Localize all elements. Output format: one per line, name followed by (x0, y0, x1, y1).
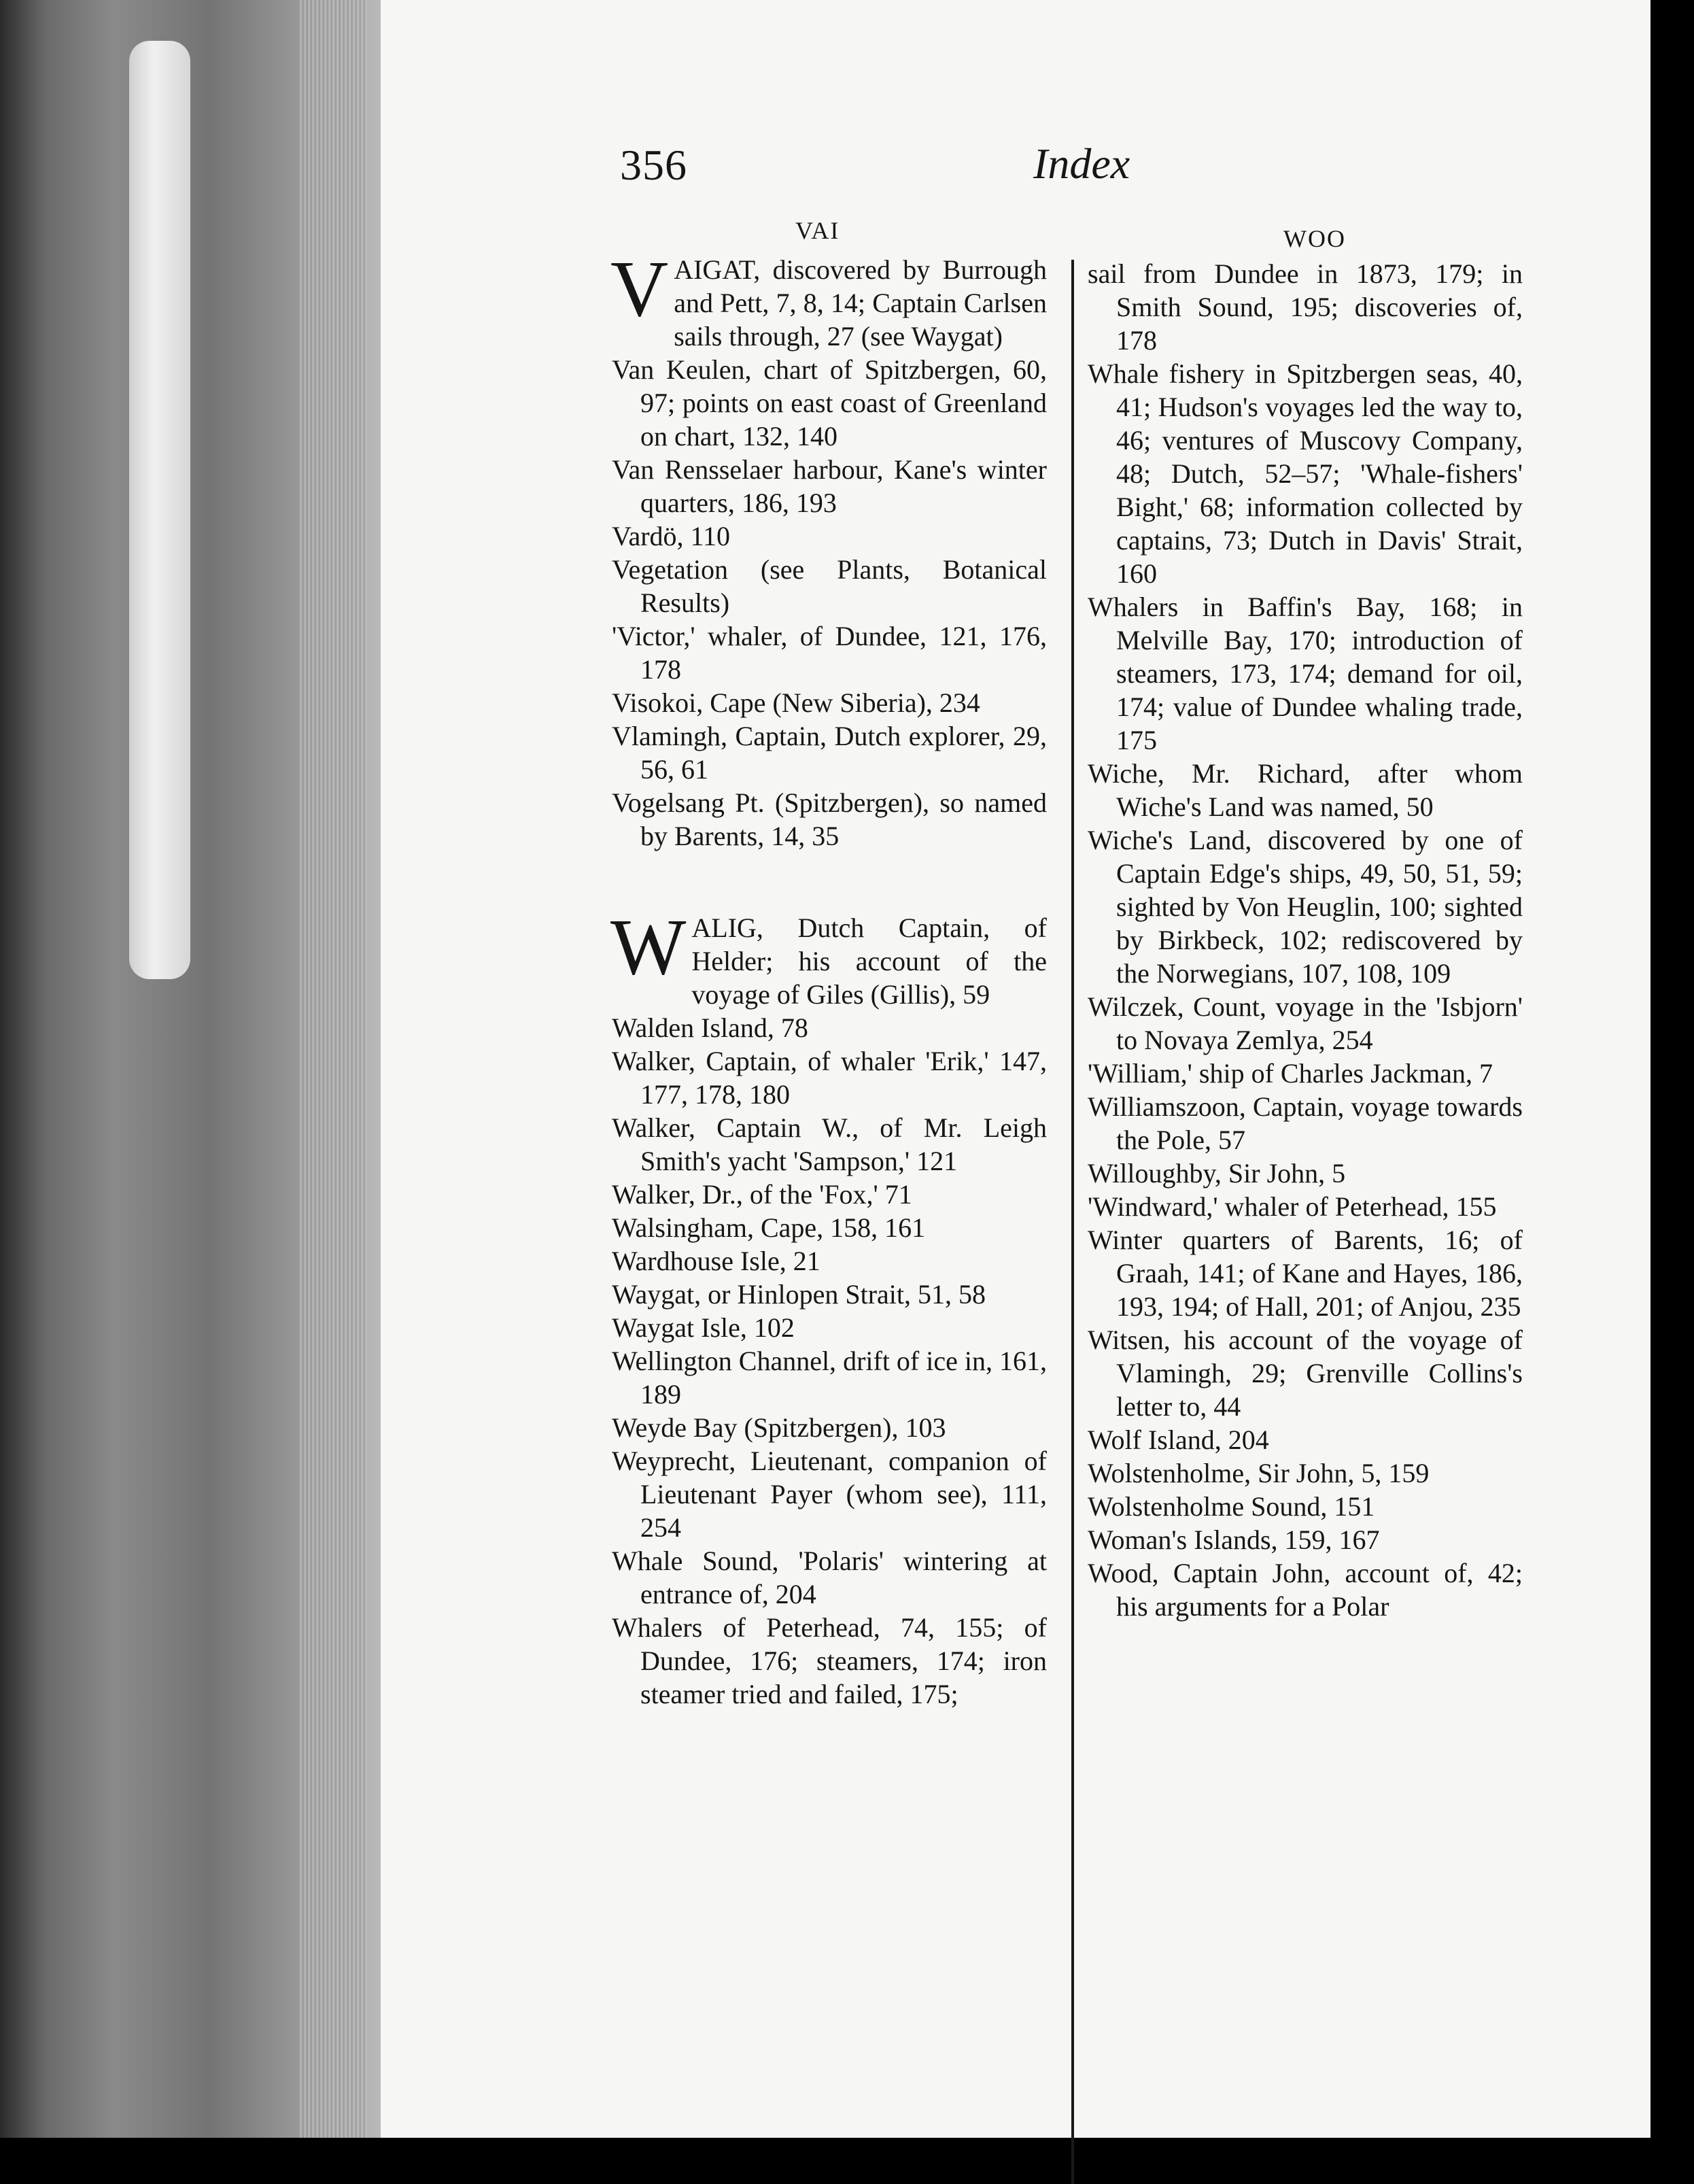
index-entry: Waygat, or Hinlopen Strait, 51, 58 (612, 1279, 986, 1310)
index-entry: 'William,' ship of Charles Jackman, 7 (1088, 1058, 1493, 1089)
page-edge-binding (0, 0, 381, 2138)
page-number: 356 (620, 141, 687, 189)
index-entry: Van Rensselaer harbour, Kane's winter quarters, 186, 193 (612, 454, 1047, 518)
index-entry: Weyde Bay (Spitzbergen), 103 (612, 1412, 946, 1443)
index-entry-text: ALIG, Dutch Captain, of Helder; his account of the voyage of Giles (Gillis), 59 (691, 912, 1047, 1010)
index-entry: Wardhouse Isle, 21 (612, 1246, 820, 1276)
index-entry-walig (610, 902, 1047, 1011)
index-entry: sail from Dundee in 1873, 179; in Smith Sound, 195; discoveries of, 178 (1088, 258, 1523, 356)
scan-border (1650, 0, 1694, 2138)
index-entry: Whale Sound, 'Polaris' wintering at entrance of, 204 (612, 1546, 1047, 1609)
index-entry: Wiche's Land, discovered by one of Captain Edge's ships, 49, 50, 51, 59; sighted by Von Heuglin, 100; sighted by Birkbeck, 102; rediscovered by the Norwegians, 107, 108, 109 (1088, 825, 1523, 989)
index-entry: Vardö, 110 (612, 521, 731, 551)
index-entry: Walsingham, Cape, 158, 161 (612, 1212, 926, 1243)
drop-cap-w: W (610, 902, 687, 991)
index-entry: Wellington Channel, drift of ice in, 161, 189 (612, 1346, 1047, 1410)
index-entry: Walker, Captain W., of Mr. Leigh Smith's yacht 'Sampson,' 121 (612, 1112, 1047, 1176)
drop-cap-v: V (610, 244, 669, 333)
index-entry-vaigat (610, 244, 1047, 353)
right-column-head: WOO (1283, 225, 1346, 252)
index-entry: 'Victor,' whaler, of Dundee, 121, 176, 178 (612, 621, 1047, 685)
entries-w-list (612, 1011, 1047, 1711)
index-entry: Van Keulen, chart of Spitzbergen, 60, 97; points on east coast of Greenland on chart, 132, 140 (612, 354, 1047, 451)
index-entry: Wolstenholme, Sir John, 5, 159 (1088, 1458, 1430, 1488)
index-entry: Walker, Captain, of whaler 'Erik,' 147, 177, 178, 180 (612, 1046, 1047, 1110)
running-head: Index (1033, 139, 1130, 188)
index-entry: Whale fishery in Spitzbergen seas, 40, 41; Hudson's voyages led the way to, 46; ventures of Muscovy Company, 48; Dutch, 52–57; 'Whale-fishers' Bight,' 68; information collected by captains, 73; Dutch in Davis' Strait, 160 (1088, 358, 1523, 589)
index-entry: Wolf Island, 204 (1088, 1424, 1269, 1455)
index-entry: Wilczek, Count, voyage in the 'Isbjorn' to Novaya Zemlya, 254 (1088, 991, 1523, 1055)
index-entry: 'Windward,' whaler of Peterhead, 155 (1088, 1191, 1497, 1222)
index-entry: Winter quarters of Barents, 16; of Graah, 141; of Kane and Hayes, 186, 193, 194; of Hall, 201; of Anjou, 235 (1088, 1225, 1523, 1322)
index-entry: Vegetation (see Plants, Botanical Results) (612, 554, 1047, 618)
index-entry-text: AIGAT, discovered by Burrough and Pett, 7, 8, 14; Captain Carlsen sails through, 27 (see Waygat) (674, 254, 1047, 352)
entries-right-list (1088, 257, 1523, 1623)
index-entry: Weyprecht, Lieutenant, companion of Lieutenant Payer (whom see), 111, 254 (612, 1446, 1047, 1543)
left-column-head: VAI (795, 217, 840, 244)
index-entry: Walker, Dr., of the 'Fox,' 71 (612, 1179, 912, 1210)
index-entry: Wood, Captain John, account of, 42; his arguments for a Polar (1088, 1558, 1523, 1622)
index-entry: Walden Island, 78 (612, 1012, 808, 1043)
index-entry: Woman's Islands, 159, 167 (1088, 1524, 1380, 1555)
index-entry: Vlamingh, Captain, Dutch explorer, 29, 56, 61 (612, 721, 1047, 785)
index-entry: Williamszoon, Captain, voyage towards the Pole, 57 (1088, 1091, 1523, 1155)
index-entry: Wiche, Mr. Richard, after whom Wiche's Land was named, 50 (1088, 758, 1523, 822)
index-entry: Waygat Isle, 102 (612, 1312, 795, 1343)
index-entry: Vogelsang Pt. (Spitzbergen), so named by Barents, 14, 35 (612, 787, 1047, 851)
index-entry: Witsen, his account of the voyage of Vlamingh, 29; Grenville Collins's letter to, 44 (1088, 1325, 1523, 1422)
index-entry: Visokoi, Cape (New Siberia), 234 (612, 687, 980, 718)
left-column (610, 244, 1047, 1711)
index-entry: Whalers in Baffin's Bay, 168; in Melville Bay, 170; introduction of steamers, 173, 174; demand for oil, 174; value of Dundee whaling trade, 175 (1088, 592, 1523, 755)
right-column (1088, 257, 1523, 1623)
index-entry: Willoughby, Sir John, 5 (1088, 1158, 1346, 1189)
column-divider (1071, 260, 1074, 2184)
index-entry: Whalers of Peterhead, 74, 155; of Dundee, 176; steamers, 174; iron steamer tried and failed, 175; (612, 1612, 1047, 1709)
entries-v-list (612, 353, 1047, 853)
index-entry: Wolstenholme Sound, 151 (1088, 1491, 1375, 1522)
